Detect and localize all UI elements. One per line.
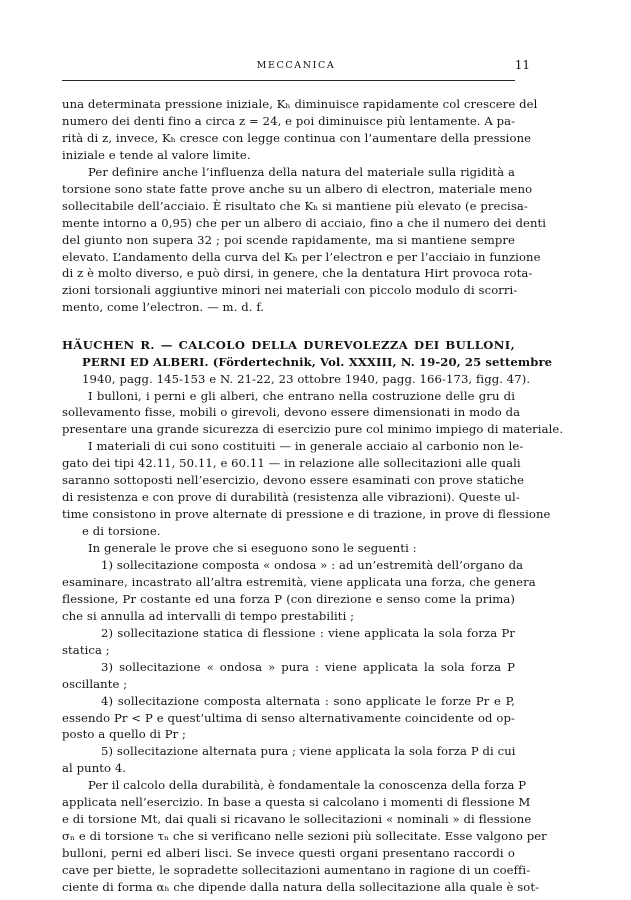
text-line: I materiali di cui sono costituiti — in generale acciaio al carbonio non le-	[88, 439, 524, 453]
text-line: una determinata pressione iniziale, Kₕ diminuisce rapidamente col crescere del	[62, 97, 538, 111]
text-line: 3) sollecitazione « ondosa » pura : viene applicata la sola forza P	[101, 660, 515, 674]
text-line: Per definire anche l’influenza della natura del materiale sulla rigidità a	[88, 165, 515, 179]
text-line: cave per biette, le sopradette sollecitazioni aumentano in ragione di un coeffi-	[62, 863, 531, 877]
text-line: bulloni, perni ed alberi lisci. Se invece questi organi presentano raccordi o	[62, 846, 515, 860]
text-line: 5) sollecitazione alternata pura ; viene applicata la sola forza P di cui	[101, 744, 516, 758]
page-number: 11	[514, 58, 530, 72]
text-line: 2) sollecitazione statica di flessione : viene applicata la sola forza Pr	[101, 626, 515, 640]
text-line: e di torsione Mt, dai quali si ricavano le sollecitazioni « nominali » di flessione	[62, 812, 532, 826]
text-line: iniziale e tende al valore limite.	[62, 148, 251, 162]
text-line: esaminare, incastrato all’altra estremità, viene applicata una forza, che genera	[62, 575, 536, 589]
text-line: statica ;	[62, 643, 110, 657]
text-line: time consistono in prove alternate di pressione e di trazione, in prove di flessione	[62, 507, 551, 521]
text-line: di z è molto diverso, e può dirsi, in genere, che la dentatura Hirt provoca rota-	[62, 266, 533, 280]
text-line: numero dei denti fino a circa z = 24, e poi diminuisce più lentamente. A pa-	[62, 114, 516, 128]
header-rule	[62, 80, 515, 81]
text-line: che si annulla ad intervalli di tempo prestabiliti ;	[62, 609, 355, 623]
article-heading-line: HÄUCHEN R. — CALCOLO DELLA DUREVOLEZZA DEI BULLONI,	[62, 338, 515, 352]
text-line: mento, come l’electron. — m. d. f.	[62, 300, 265, 314]
text-line: sollecitabile dell’acciaio. È risultato che Kₕ si mantiene più elevato (e precisa-	[62, 199, 528, 213]
text-line: rità di z, invece, Kₕ cresce con legge continua con l’aumentare della pressione	[62, 131, 532, 145]
text-line: In generale le prove che si eseguono sono le seguenti :	[88, 541, 417, 555]
text-line: sollevamento fisse, mobili o girevoli, devono essere dimensionati in modo da	[62, 405, 521, 419]
text-line: Per il calcolo della durabilità, è fondamentale la conoscenza della forza P	[88, 778, 527, 792]
text-line: posto a quello di Pr ;	[62, 727, 187, 741]
running-title: MECCANICA	[256, 60, 336, 71]
text-line: torsione sono state fatte prove anche su un albero di electron, materiale meno	[62, 182, 533, 196]
text-line: gato dei tipi 42.11, 50.11, e 60.11 — in relazione alle sollecitazioni alle quali	[62, 456, 521, 470]
text-line: oscillante ;	[62, 677, 128, 691]
text-line: 1) sollecitazione composta « ondosa » : ad un’estremità dell’organo da	[101, 558, 524, 572]
text-line: applicata nell’esercizio. In base a questa si calcolano i momenti di flessione M	[62, 795, 531, 809]
text-line: I bulloni, i perni e gli alberi, che entrano nella costruzione delle gru di	[88, 389, 515, 403]
article-citation-line: 1940, pagg. 145-153 e N. 21-22, 23 ottobre 1940, pagg. 166-173, figg. 47).	[82, 372, 531, 386]
article-citation-line: PERNI ED ALBERI. (Fördertechnik, Vol. XXXIII, N. 19-20, 25 settembre	[82, 355, 553, 369]
text-line: saranno sottoposti nell’esercizio, devono essere esaminati con prove statiche	[62, 473, 525, 487]
text-line: di resistenza e con prove di durabilità (resistenza alle vibrazioni). Queste ul-	[62, 490, 520, 504]
text-line: 4) sollecitazione composta alternata : sono applicate le forze Pr e P,	[101, 694, 515, 708]
text-line: e di torsione.	[82, 524, 161, 538]
text-line: elevato. L’andamento della curva del Kₕ per l’electron e per l’acciaio in funzione	[62, 250, 541, 264]
text-line: zioni torsionali aggiuntive minori nei materiali con piccolo modulo di scorri-	[62, 283, 518, 297]
text-line: al punto 4.	[62, 761, 127, 775]
text-line: σₙ e di torsione τₙ che si verificano nelle sezioni più sollecitate. Esse valgono per	[62, 829, 547, 843]
text-line: ciente di forma αₕ che dipende dalla natura della sollecitazione alla quale è sot-	[62, 880, 540, 894]
running-head	[62, 58, 530, 76]
text-line: mente intorno a 0,95) che per un albero di acciaio, fino a che il numero dei denti	[62, 216, 547, 230]
text-line: del giunto non supera 32 ; poi scende rapidamente, ma si mantiene sempre	[62, 233, 515, 247]
text-line: flessione, Pr costante ed una forza P (con direzione e senso come la prima)	[62, 592, 515, 606]
text-line: essendo Pr < P e quest’ultima di senso alternativamente coincidente od op-	[62, 711, 515, 725]
text-line: presentare una grande sicurezza di esercizio pure col minimo impiego di materiale.	[62, 422, 564, 436]
